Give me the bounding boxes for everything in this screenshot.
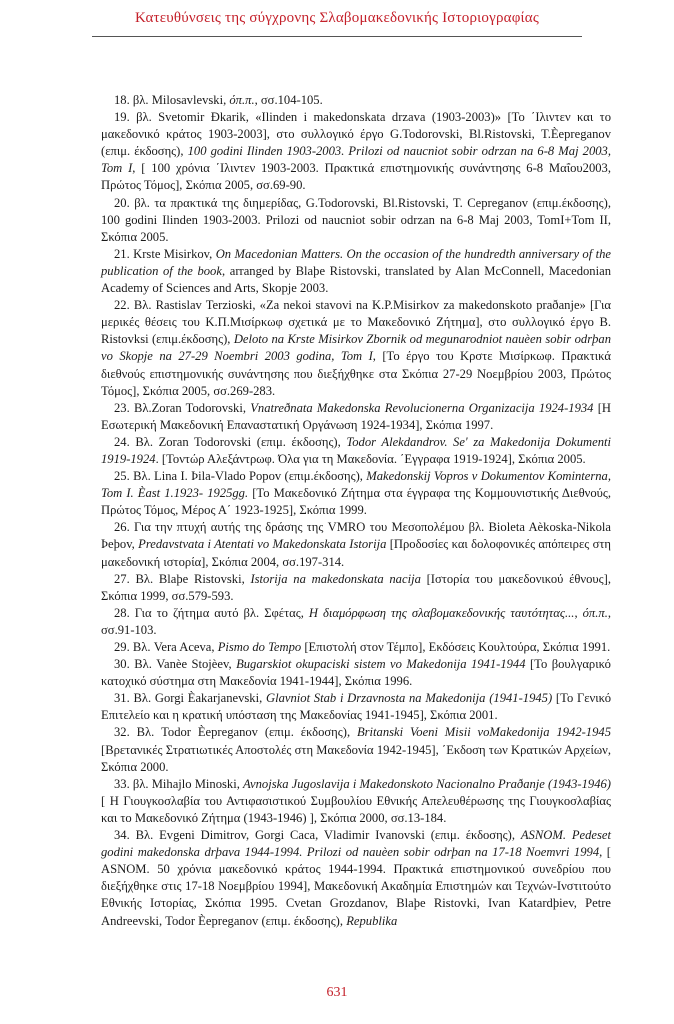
- footnote-title-italic: On Macedonian Matters. On the occasion of the hundredth anniversary of the publication of the book: [101, 246, 611, 278]
- footnote: [101, 639, 611, 656]
- footnote-text: 23. Βλ.Zoran Todorovski,: [114, 400, 251, 415]
- footnote-text: 30. Βλ. Vanèe Stojèev,: [114, 657, 237, 672]
- footnote: [101, 109, 611, 194]
- footnote: [101, 195, 611, 246]
- footnote: [101, 656, 611, 690]
- footnote-text: 26. Για την πτυχή αυτής της δράσης της VMRO του Μεσοπολέμου βλ. Bioleta Aèkoska-Nikola Þeþov,: [101, 520, 611, 552]
- footnote-text: 31. Βλ. Gorgi Èakarjanevski,: [114, 691, 266, 706]
- footnote-text: ,: [574, 605, 583, 620]
- footnote-text: [Το βουλγαρικό κατοχικό σύστημα στη Μακεδονία 1941-1944], Σκόπια 1996.: [101, 657, 611, 689]
- footnote-title-italic: Predavstvata i Atentati vo Makedonskata Istorija: [138, 537, 387, 552]
- footnote: [101, 400, 611, 434]
- footnote-text: [Επιστολή στον Τέμπο], Εκδόσεις Κουλτούρα, Σκόπια 1991.: [301, 640, 611, 654]
- footnote-text: 32. Βλ. Todor Èepreganov (επιμ. έκδοσης),: [114, 725, 357, 740]
- footnote-text: [ Η Γιουγκοσλαβία του Αντιφασιστικού Συμβουλίου Εθνικής Απελευθέρωσης της Γιουγκοσλαβίας και το Μακεδονικό Ζήτημα (1943-1946) ], Σκόπια 2000, σσ.13-184.: [101, 793, 611, 825]
- header-rule: [92, 36, 582, 37]
- footnote: [101, 724, 611, 775]
- footnote-title-italic: 100 godini Ilinden 1903-2003. Prilozi od naucniot sobir odrzan na 6-8 Maj 2003, Tom I: [101, 144, 612, 176]
- footnote: [101, 468, 611, 519]
- footnote-text: [Ιστορία του μακεδονικού έθνους], Σκόπια 1999, σσ.579-593.: [101, 571, 611, 603]
- footnote-title-italic: Istorija na makedonskata nacija: [250, 571, 421, 586]
- footnote-text: 33. βλ. Mihajlo Minoski,: [114, 776, 244, 791]
- footnote-text: 18. βλ. Milosavlevski,: [114, 93, 230, 107]
- footnote-title-italic: Makedonskij Vopros v Dokumentov Kominterna, Tom I. Èast 1.1923- 1925gg.: [101, 469, 611, 501]
- footnote-text: , σσ.104-105.: [254, 93, 323, 107]
- footnote: [101, 297, 611, 400]
- footnote: [101, 92, 611, 109]
- footnote-text: 21. Krste Misirkov,: [114, 246, 216, 261]
- footnotes: [101, 92, 611, 930]
- footnote-text: 27. Βλ. Blaþe Ristovski,: [114, 571, 251, 586]
- footnote: [101, 690, 611, 724]
- footnote-title-italic: Todor Alekdandrov. Se' za Makedonija Dokumenti 1919-1924: [101, 434, 611, 466]
- footnote-title-italic: Η διαμόρφωση της σλαβομακεδονικής ταυτότητας...: [308, 605, 575, 620]
- footnote-text: 19. βλ. Svetomir Ðkarik, «Ilinden i makedonskata drzava (1903-2003)» [Το ΄Ιλιντεν και το μακεδονικό κράτος 1903-2003], στο συλλογικό έργο G.Todorovski, Bl.Ristovski, T.Èepreganov (επιμ. έκδοσης),: [101, 110, 611, 159]
- footnote-title-italic: Bugarskiot okupaciski sistem vo Makedonija 1941-1944: [236, 657, 526, 672]
- footnote-text: , [ 100 χρόνια ΄Ιλιντεν 1903-2003. Πρακτικά επιστημονικής συνάντησης 6-8 Μαΐου2003, Πρώτος Τόμος], Σκόπια 2005, σσ.69-90.: [101, 161, 611, 193]
- running-title: Κατευθύνσεις της σύγχρονης Σλαβομακεδονικής Ιστοριογραφίας: [135, 10, 539, 26]
- footnote-text: . [Τοντώρ Αλεξάντρωφ. Όλα για τη Μακεδονία. ΄Εγγραφα 1919-1924], Σκόπια 2005.: [155, 451, 586, 466]
- footnote-text: 28. Για το ζήτημα αυτό βλ. Σφέτας,: [114, 605, 309, 620]
- footnote-text: , [ ASNOM. 50 χρόνια μακεδονικό κράτος 1944-1994. Πρακτικά επιστημονικού συνεδρίου που διεξήχθηκε στις 17-18 Νοεμβρίου 1994], Μακεδονική Ακαδημία Επιστημών και Τεχνών-Ινστιτούτο Εθνικής Ιστορίας, Σκόπια 1995. Cvetan Grozdanov, Blaþe Ristovki, Ivan Katardþiev, Petre Andreevski, Todor Èepreganov (επιμ. έκδοσης),: [101, 845, 611, 928]
- footnote-text: [Προδοσίες και δολοφονικές απόπειρες στη μακεδονική ιστορία], Σκόπια 2004, σσ.197-314.: [101, 537, 612, 569]
- footnote-text: 29. Βλ. Vera Aceva,: [114, 640, 218, 654]
- footnote-title-italic: όπ.π.: [229, 93, 255, 107]
- footnote: [101, 519, 611, 570]
- footnote-title-italic: Republika: [346, 913, 398, 928]
- footnote-title-italic: Vnatreðnata Makedonska Revolucionerna Organizacija 1924-1934: [250, 400, 594, 415]
- footnote: [101, 827, 611, 930]
- footnote-text: [Το Γενικό Επιτελείο και η κρατική υπόσταση της Μακεδονίας 1941-1945], Σκόπια 2001.: [101, 691, 612, 723]
- footnote-title-italic: όπ.π.: [582, 605, 608, 620]
- footnote-text: , [Το έργο του Κρστε Μισίρκωφ. Πρακτικά διεθνούς επιστημονικής συνάντησης που διεξήχθηκε στα Σκόπια 27-29 Νοεμβρίου 2003, Πρώτος Τόμος], Σκόπια 2005, σσ.269-283.: [101, 349, 611, 398]
- footnote-title-italic: Britanski Voeni Misii voMakedonija 1942-1945: [356, 725, 611, 740]
- footnote-title-italic: ASNOM. Pedeset godini makedonska drþava 1944-1994. Prilozi od nauèen sobir odrþan na 17-18 Noemvri 1994: [101, 828, 611, 860]
- footnote: [101, 246, 611, 297]
- footnote-text: 34. Βλ. Evgeni Dimitrov, Gorgi Caca, Vladimir Ivanovski (επιμ. έκδοσης),: [114, 828, 521, 843]
- footnote-text: , arranged by Blaþe Ristovski, translated by Alan McConnell, Macedonian Academy of Sciences and Arts, Skopje 2003.: [101, 263, 611, 296]
- footnote-text: 25. Βλ. Lina I. Þila-Vlado Popov (επιμ.έκδοσης),: [114, 469, 367, 484]
- footnote-title-italic: Avnojska Jugoslavija i Makedonskoto Nacionalno Praðanje (1943-1946): [243, 776, 611, 791]
- page-number: 631: [326, 985, 348, 1000]
- footnote-title-italic: Glavniot Stab i Drzavnosta na Makedonija (1941-1945): [266, 691, 553, 706]
- footnote-text: [Το Μακεδονικό Ζήτημα στα έγγραφα της Κομμουνιστικής Διεθνούς, Πρώτος Τόμος, Μέρος Α΄ 1923-1925], Σκόπια 1999.: [101, 486, 611, 518]
- footnote: [101, 434, 611, 468]
- footnote: [101, 776, 611, 827]
- footnote-text: 22. Βλ. Rastislav Terzioski, «Za nekoi stavovi na K.P.Misirkov za makedonskoto praðanje» [Για μερικές θέσεις του Κ.Π.Μισίρκωφ σχετικά με το Μακεδονικό Ζήτημα], στο συλλογικό έργο B. Ristovksi (επιμ.έκδοσης),: [101, 298, 611, 347]
- footnote: [101, 571, 611, 605]
- footnote-text: [Η Εσωτερική Μακεδονική Επαναστατική Οργάνωση 1924-1934], Σκόπια 1997.: [101, 400, 611, 432]
- footnote: [101, 605, 611, 639]
- footnote-text: , σσ.91-103.: [101, 605, 611, 637]
- footnote-text: 20. βλ. τα πρακτικά της διημερίδας, G.Todorovski, Bl.Ristovski, T. Cepreganov (επιμ.έκδοσης), 100 godini Ilinden 1903-2003. Prilozi od naucniot sobir odrzan na 6-8 Maj 2003, TomI+Tom II, Σκόπια 2005.: [101, 195, 611, 244]
- footnote-text: 24. Βλ. Zoran Todorovski (επιμ. έκδοσης),: [114, 434, 347, 449]
- footnote-title-italic: Pismo do Tempo: [217, 640, 302, 654]
- footnote-title-italic: Deloto na Krste Misirkov Zbornik od megunarodniot nauèen sobir odrþan vo Skopje na 27-29 Noembri 2003 godina, Tom I: [101, 332, 611, 364]
- footnote-text: [Βρετανικές Στρατιωτικές Αποστολές στη Μακεδονία 1942-1945], ΄Εκδοση των Κρατικών Αρχείων, Σκόπια 2000.: [101, 742, 611, 774]
